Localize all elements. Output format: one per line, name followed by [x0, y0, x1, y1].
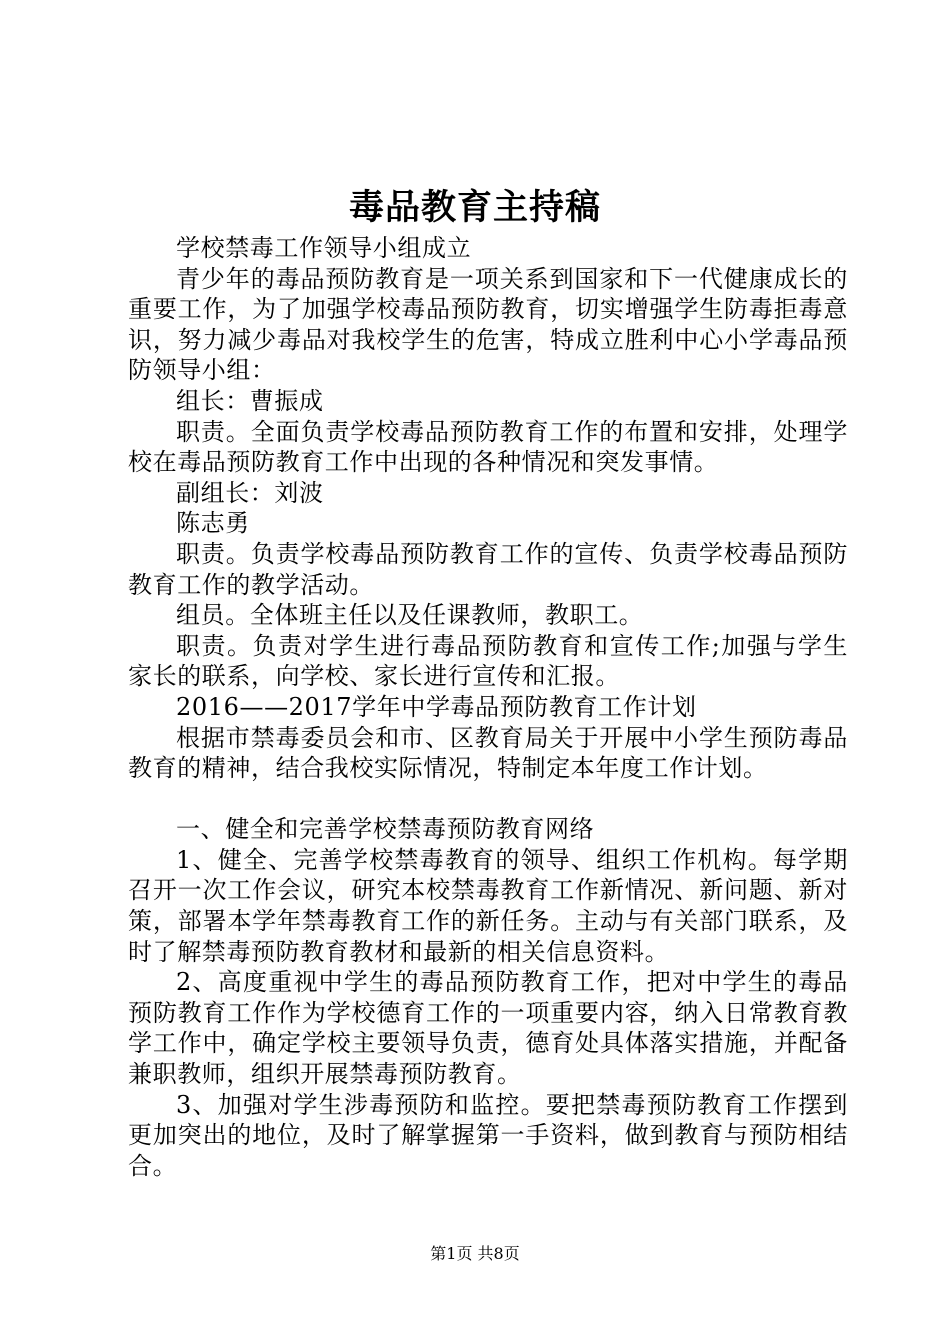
- paragraph-1: 学校禁毒工作领导小组成立: [176, 234, 472, 262]
- paragraph-12: 一、健全和完善学校禁毒预防教育网络: [176, 815, 595, 844]
- paragraph-13: 1、健全、完善学校禁毒教育的领导、组织工作机构。每学期召开一次工作会议，研究本校禁毒教育工作新情况、新问题、新对策，部署本学年禁毒教育工作的新任务。主动与有关部门联系，及时了解禁毒预防教育教材和最新的相关信息资料。: [128, 845, 848, 966]
- paragraph-7: 职责。负责学校毒品预防教育工作的宣传、负责学校毒品预防教育工作的教学活动。: [128, 539, 848, 599]
- paragraph-15: 3、加强对学生涉毒预防和监控。要把禁毒预防教育工作摆到更加突出的地位，及时了解掌握第一手资料，做到教育与预防相结合。: [128, 1090, 848, 1180]
- paragraph-8: 组员。全体班主任以及任课教师，教职工。: [176, 601, 644, 630]
- paragraph-14: 2、高度重视中学生的毒品预防教育工作，把对中学生的毒品预防教育工作作为学校德育工作的一项重要内容，纳入日常教育教学工作中，确定学校主要领导负责，德育处具体落实措施，并配备兼职教师，组织开展禁毒预防教育。: [128, 968, 848, 1089]
- document-body: [128, 233, 848, 1181]
- blank-line: [128, 784, 848, 815]
- paragraph-4: 职责。全面负责学校毒品预防教育工作的布置和安排，处理学校在毒品预防教育工作中出现的各种情况和突发事情。: [128, 417, 848, 477]
- paragraph-11: 根据市禁毒委员会和市、区教育局关于开展中小学生预防毒品教育的精神，结合我校实际情况，特制定本年度工作计划。: [128, 723, 848, 783]
- paragraph-3: 组长：曹振成: [176, 386, 324, 415]
- paragraph-9: 职责。负责对学生进行毒品预防教育和宣传工作;加强与学生家长的联系，向学校、家长进行宣传和汇报。: [128, 631, 848, 691]
- paragraph-6: 陈志勇: [176, 509, 250, 538]
- paragraph-2: 青少年的毒品预防教育是一项关系到国家和下一代健康成长的重要工作，为了加强学校毒品预防教育，切实增强学生防毒拒毒意识，努力减少毒品对我校学生的危害，特成立胜利中心小学毒品预防领导小组：: [128, 264, 848, 385]
- paragraph-10: 2016——2017学年中学毒品预防教育工作计划: [176, 692, 697, 721]
- document-title: 毒品教育主持稿: [348, 187, 601, 228]
- paragraph-5: 副组长：刘波: [176, 478, 324, 507]
- page-footer: 第1页 共8页: [430, 1244, 520, 1263]
